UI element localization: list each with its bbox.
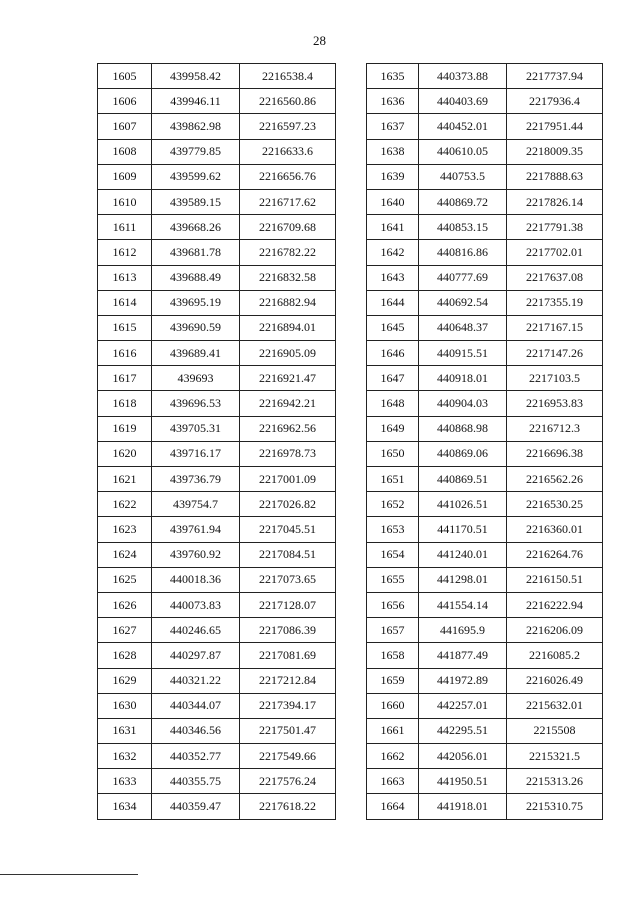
x-coordinate-cell: 439779.85 <box>152 139 240 164</box>
point-number-cell: 1617 <box>98 366 152 391</box>
table-row <box>98 139 336 164</box>
y-coordinate-cell: 2216717.62 <box>240 189 336 214</box>
x-coordinate-cell: 440915.51 <box>419 341 507 366</box>
point-number-cell: 1652 <box>367 492 419 517</box>
x-coordinate-cell: 440346.56 <box>152 718 240 743</box>
x-coordinate-cell: 440297.87 <box>152 643 240 668</box>
table-row <box>98 693 336 718</box>
point-number-cell: 1641 <box>367 215 419 240</box>
y-coordinate-cell: 2216633.6 <box>240 139 336 164</box>
table-row <box>98 341 336 366</box>
y-coordinate-cell: 2216560.86 <box>240 89 336 114</box>
table-row <box>367 215 603 240</box>
point-number-cell: 1616 <box>98 341 152 366</box>
y-coordinate-cell: 2217001.09 <box>240 467 336 492</box>
y-coordinate-cell: 2216696.38 <box>507 441 603 466</box>
table-row <box>98 542 336 567</box>
y-coordinate-cell: 2216894.01 <box>240 315 336 340</box>
coordinate-table-right <box>366 63 603 820</box>
y-coordinate-cell: 2217791.38 <box>507 215 603 240</box>
x-coordinate-cell: 439705.31 <box>152 416 240 441</box>
x-coordinate-cell: 439589.15 <box>152 189 240 214</box>
x-coordinate-cell: 440359.47 <box>152 794 240 819</box>
y-coordinate-cell: 2217936.4 <box>507 89 603 114</box>
y-coordinate-cell: 2216978.73 <box>240 441 336 466</box>
x-coordinate-cell: 441695.9 <box>419 618 507 643</box>
y-coordinate-cell: 2215313.26 <box>507 769 603 794</box>
x-coordinate-cell: 440868.98 <box>419 416 507 441</box>
x-coordinate-cell: 440352.77 <box>152 744 240 769</box>
y-coordinate-cell: 2216882.94 <box>240 290 336 315</box>
table-row <box>98 64 336 89</box>
table-row <box>367 341 603 366</box>
x-coordinate-cell: 440816.86 <box>419 240 507 265</box>
table-row <box>367 265 603 290</box>
y-coordinate-cell: 2217073.65 <box>240 567 336 592</box>
x-coordinate-cell: 439754.7 <box>152 492 240 517</box>
x-coordinate-cell: 440373.88 <box>419 64 507 89</box>
table-row <box>367 517 603 542</box>
y-coordinate-cell: 2216085.2 <box>507 643 603 668</box>
point-number-cell: 1651 <box>367 467 419 492</box>
point-number-cell: 1663 <box>367 769 419 794</box>
x-coordinate-cell: 439696.53 <box>152 391 240 416</box>
y-coordinate-cell: 2216832.58 <box>240 265 336 290</box>
point-number-cell: 1654 <box>367 542 419 567</box>
y-coordinate-cell: 2215508 <box>507 718 603 743</box>
point-number-cell: 1648 <box>367 391 419 416</box>
x-coordinate-cell: 441170.51 <box>419 517 507 542</box>
point-number-cell: 1639 <box>367 164 419 189</box>
point-number-cell: 1660 <box>367 693 419 718</box>
x-coordinate-cell: 440869.51 <box>419 467 507 492</box>
x-coordinate-cell: 439690.59 <box>152 315 240 340</box>
table-row <box>367 164 603 189</box>
x-coordinate-cell: 440777.69 <box>419 265 507 290</box>
table-row <box>367 467 603 492</box>
table-row <box>98 467 336 492</box>
y-coordinate-cell: 2217637.08 <box>507 265 603 290</box>
table-row <box>367 416 603 441</box>
x-coordinate-cell: 439695.19 <box>152 290 240 315</box>
point-number-cell: 1618 <box>98 391 152 416</box>
point-number-cell: 1662 <box>367 744 419 769</box>
point-number-cell: 1615 <box>98 315 152 340</box>
x-coordinate-cell: 441240.01 <box>419 542 507 567</box>
table-row <box>367 592 603 617</box>
point-number-cell: 1655 <box>367 567 419 592</box>
x-coordinate-cell: 439760.92 <box>152 542 240 567</box>
point-number-cell: 1629 <box>98 668 152 693</box>
point-number-cell: 1638 <box>367 139 419 164</box>
table-row <box>367 391 603 416</box>
x-coordinate-cell: 441554.14 <box>419 592 507 617</box>
table-row <box>98 668 336 693</box>
table-row <box>98 517 336 542</box>
y-coordinate-cell: 2217081.69 <box>240 643 336 668</box>
y-coordinate-cell: 2216206.09 <box>507 618 603 643</box>
table-row <box>98 114 336 139</box>
x-coordinate-cell: 439946.11 <box>152 89 240 114</box>
table-row <box>98 718 336 743</box>
table-row <box>98 643 336 668</box>
point-number-cell: 1607 <box>98 114 152 139</box>
table-row <box>367 441 603 466</box>
x-coordinate-cell: 439688.49 <box>152 265 240 290</box>
point-number-cell: 1632 <box>98 744 152 769</box>
y-coordinate-cell: 2217951.44 <box>507 114 603 139</box>
point-number-cell: 1640 <box>367 189 419 214</box>
table-row <box>98 618 336 643</box>
x-coordinate-cell: 440452.01 <box>419 114 507 139</box>
table-row <box>98 290 336 315</box>
point-number-cell: 1634 <box>98 794 152 819</box>
x-coordinate-cell: 441950.51 <box>419 769 507 794</box>
y-coordinate-cell: 2217026.82 <box>240 492 336 517</box>
table-row <box>367 618 603 643</box>
x-coordinate-cell: 440018.36 <box>152 567 240 592</box>
y-coordinate-cell: 2217086.39 <box>240 618 336 643</box>
x-coordinate-cell: 440073.83 <box>152 592 240 617</box>
x-coordinate-cell: 439599.62 <box>152 164 240 189</box>
y-coordinate-cell: 2216538.4 <box>240 64 336 89</box>
y-coordinate-cell: 2216360.01 <box>507 517 603 542</box>
table-row <box>98 265 336 290</box>
point-number-cell: 1646 <box>367 341 419 366</box>
y-coordinate-cell: 2217045.51 <box>240 517 336 542</box>
table-row <box>98 416 336 441</box>
x-coordinate-cell: 439693 <box>152 366 240 391</box>
table-row <box>367 315 603 340</box>
table-row <box>98 189 336 214</box>
x-coordinate-cell: 439668.26 <box>152 215 240 240</box>
table-row <box>367 89 603 114</box>
y-coordinate-cell: 2216921.47 <box>240 366 336 391</box>
y-coordinate-cell: 2216712.3 <box>507 416 603 441</box>
point-number-cell: 1633 <box>98 769 152 794</box>
table-row <box>98 391 336 416</box>
y-coordinate-cell: 2216782.22 <box>240 240 336 265</box>
point-number-cell: 1636 <box>367 89 419 114</box>
x-coordinate-cell: 440403.69 <box>419 89 507 114</box>
point-number-cell: 1621 <box>98 467 152 492</box>
x-coordinate-cell: 440246.65 <box>152 618 240 643</box>
x-coordinate-cell: 441026.51 <box>419 492 507 517</box>
x-coordinate-cell: 442257.01 <box>419 693 507 718</box>
point-number-cell: 1659 <box>367 668 419 693</box>
point-number-cell: 1608 <box>98 139 152 164</box>
point-number-cell: 1624 <box>98 542 152 567</box>
x-coordinate-cell: 440344.07 <box>152 693 240 718</box>
y-coordinate-cell: 2215321.5 <box>507 744 603 769</box>
table-row <box>98 744 336 769</box>
table-row <box>98 215 336 240</box>
table-row <box>98 89 336 114</box>
table-row <box>367 114 603 139</box>
point-number-cell: 1606 <box>98 89 152 114</box>
table-row <box>367 189 603 214</box>
table-row <box>367 139 603 164</box>
y-coordinate-cell: 2216656.76 <box>240 164 336 189</box>
point-number-cell: 1627 <box>98 618 152 643</box>
point-number-cell: 1623 <box>98 517 152 542</box>
x-coordinate-cell: 440648.37 <box>419 315 507 340</box>
x-coordinate-cell: 439681.78 <box>152 240 240 265</box>
point-number-cell: 1637 <box>367 114 419 139</box>
table-row <box>98 366 336 391</box>
x-coordinate-cell: 439736.79 <box>152 467 240 492</box>
table-row <box>367 290 603 315</box>
y-coordinate-cell: 2217737.94 <box>507 64 603 89</box>
point-number-cell: 1611 <box>98 215 152 240</box>
y-coordinate-cell: 2216905.09 <box>240 341 336 366</box>
point-number-cell: 1658 <box>367 643 419 668</box>
table-row <box>367 643 603 668</box>
x-coordinate-cell: 441877.49 <box>419 643 507 668</box>
y-coordinate-cell: 2215310.75 <box>507 794 603 819</box>
point-number-cell: 1644 <box>367 290 419 315</box>
point-number-cell: 1610 <box>98 189 152 214</box>
point-number-cell: 1650 <box>367 441 419 466</box>
y-coordinate-cell: 2216222.94 <box>507 592 603 617</box>
point-number-cell: 1631 <box>98 718 152 743</box>
table-row <box>367 567 603 592</box>
y-coordinate-cell: 2217888.63 <box>507 164 603 189</box>
point-number-cell: 1647 <box>367 366 419 391</box>
table-row <box>367 64 603 89</box>
y-coordinate-cell: 2217549.66 <box>240 744 336 769</box>
table-row <box>98 240 336 265</box>
x-coordinate-cell: 441298.01 <box>419 567 507 592</box>
table-row <box>98 164 336 189</box>
x-coordinate-cell: 440610.05 <box>419 139 507 164</box>
y-coordinate-cell: 2216026.49 <box>507 668 603 693</box>
y-coordinate-cell: 2217147.26 <box>507 341 603 366</box>
point-number-cell: 1613 <box>98 265 152 290</box>
point-number-cell: 1653 <box>367 517 419 542</box>
coordinate-table-left <box>97 63 336 820</box>
x-coordinate-cell: 440869.72 <box>419 189 507 214</box>
x-coordinate-cell: 440692.54 <box>419 290 507 315</box>
y-coordinate-cell: 2216150.51 <box>507 567 603 592</box>
point-number-cell: 1625 <box>98 567 152 592</box>
point-number-cell: 1657 <box>367 618 419 643</box>
x-coordinate-cell: 440355.75 <box>152 769 240 794</box>
y-coordinate-cell: 2217084.51 <box>240 542 336 567</box>
footnote-separator <box>0 874 138 875</box>
table-row <box>367 240 603 265</box>
point-number-cell: 1612 <box>98 240 152 265</box>
table-row <box>367 492 603 517</box>
y-coordinate-cell: 2217167.15 <box>507 315 603 340</box>
y-coordinate-cell: 2218009.35 <box>507 139 603 164</box>
y-coordinate-cell: 2216953.83 <box>507 391 603 416</box>
table-row <box>98 794 336 819</box>
table-row <box>98 492 336 517</box>
x-coordinate-cell: 440869.06 <box>419 441 507 466</box>
page-number: 28 <box>313 33 326 48</box>
x-coordinate-cell: 439862.98 <box>152 114 240 139</box>
point-number-cell: 1614 <box>98 290 152 315</box>
x-coordinate-cell: 439958.42 <box>152 64 240 89</box>
y-coordinate-cell: 2217826.14 <box>507 189 603 214</box>
table-row <box>367 668 603 693</box>
y-coordinate-cell: 2217103.5 <box>507 366 603 391</box>
table-row <box>367 769 603 794</box>
point-number-cell: 1628 <box>98 643 152 668</box>
table-row <box>98 769 336 794</box>
y-coordinate-cell: 2217394.17 <box>240 693 336 718</box>
y-coordinate-cell: 2217212.84 <box>240 668 336 693</box>
point-number-cell: 1664 <box>367 794 419 819</box>
x-coordinate-cell: 439761.94 <box>152 517 240 542</box>
table-row <box>98 441 336 466</box>
y-coordinate-cell: 2216530.25 <box>507 492 603 517</box>
point-number-cell: 1620 <box>98 441 152 466</box>
point-number-cell: 1643 <box>367 265 419 290</box>
y-coordinate-cell: 2217702.01 <box>507 240 603 265</box>
point-number-cell: 1630 <box>98 693 152 718</box>
y-coordinate-cell: 2216562.26 <box>507 467 603 492</box>
y-coordinate-cell: 2216942.21 <box>240 391 336 416</box>
x-coordinate-cell: 440904.03 <box>419 391 507 416</box>
table-row <box>98 315 336 340</box>
point-number-cell: 1609 <box>98 164 152 189</box>
x-coordinate-cell: 440918.01 <box>419 366 507 391</box>
point-number-cell: 1645 <box>367 315 419 340</box>
x-coordinate-cell: 439716.17 <box>152 441 240 466</box>
table-row <box>367 794 603 819</box>
y-coordinate-cell: 2215632.01 <box>507 693 603 718</box>
x-coordinate-cell: 441918.01 <box>419 794 507 819</box>
point-number-cell: 1661 <box>367 718 419 743</box>
y-coordinate-cell: 2216597.23 <box>240 114 336 139</box>
table-row <box>367 718 603 743</box>
point-number-cell: 1656 <box>367 592 419 617</box>
y-coordinate-cell: 2217355.19 <box>507 290 603 315</box>
y-coordinate-cell: 2217618.22 <box>240 794 336 819</box>
point-number-cell: 1642 <box>367 240 419 265</box>
point-number-cell: 1635 <box>367 64 419 89</box>
point-number-cell: 1622 <box>98 492 152 517</box>
x-coordinate-cell: 440853.15 <box>419 215 507 240</box>
table-row <box>367 542 603 567</box>
y-coordinate-cell: 2216962.56 <box>240 416 336 441</box>
point-number-cell: 1619 <box>98 416 152 441</box>
table-row <box>98 567 336 592</box>
table-row <box>367 366 603 391</box>
point-number-cell: 1649 <box>367 416 419 441</box>
table-row <box>98 592 336 617</box>
x-coordinate-cell: 442056.01 <box>419 744 507 769</box>
x-coordinate-cell: 441972.89 <box>419 668 507 693</box>
y-coordinate-cell: 2216709.68 <box>240 215 336 240</box>
x-coordinate-cell: 440753.5 <box>419 164 507 189</box>
y-coordinate-cell: 2217576.24 <box>240 769 336 794</box>
y-coordinate-cell: 2216264.76 <box>507 542 603 567</box>
table-row <box>367 693 603 718</box>
y-coordinate-cell: 2217128.07 <box>240 592 336 617</box>
point-number-cell: 1605 <box>98 64 152 89</box>
x-coordinate-cell: 442295.51 <box>419 718 507 743</box>
y-coordinate-cell: 2217501.47 <box>240 718 336 743</box>
point-number-cell: 1626 <box>98 592 152 617</box>
table-row <box>367 744 603 769</box>
x-coordinate-cell: 440321.22 <box>152 668 240 693</box>
x-coordinate-cell: 439689.41 <box>152 341 240 366</box>
